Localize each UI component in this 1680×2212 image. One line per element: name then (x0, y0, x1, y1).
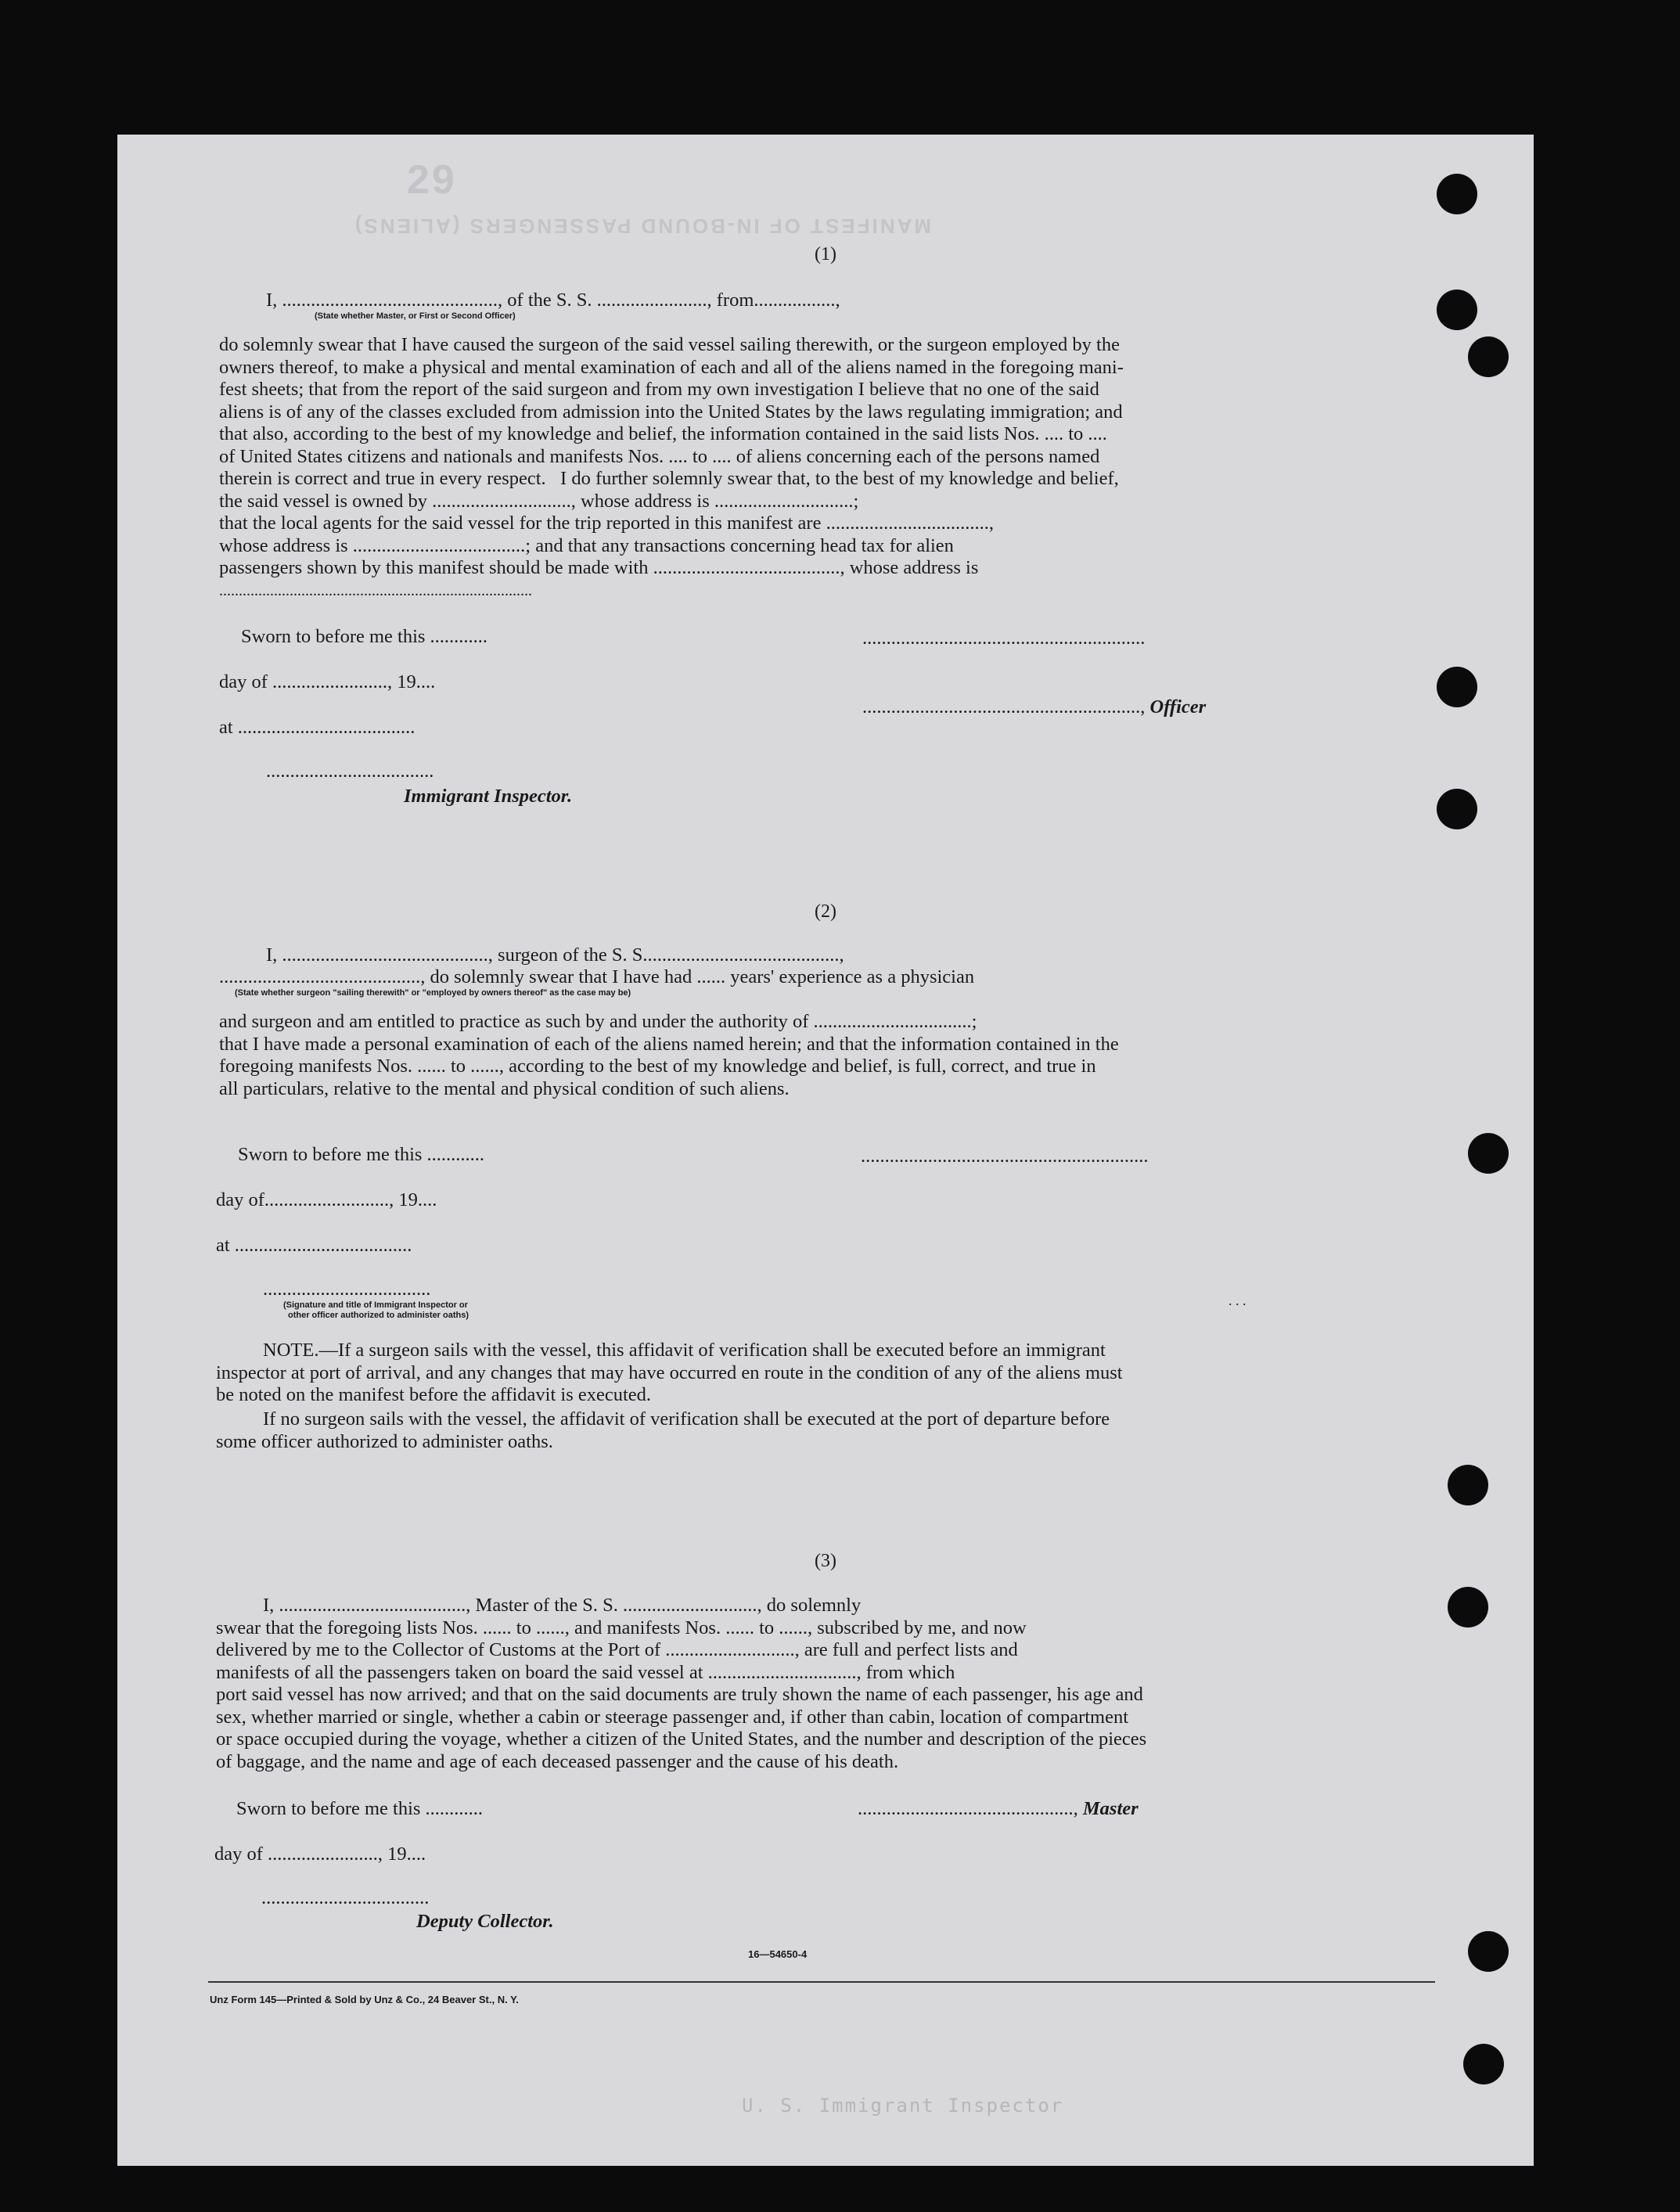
section-1-body-line: that also, according to the best of my knowledge and belief, the information contained in the said lists Nos. .... to .... (219, 423, 1107, 444)
section-1-officer-line-2 (862, 696, 1206, 718)
section-2-surgeon-caption: (State whether surgeon "sailing therewith" or "employed by owners thereof" as the case may be) (235, 988, 631, 998)
section-1-signature-line: ................................... (266, 761, 434, 782)
section-1-body-line: therein is correct and true in every respect. I do further solemnly swear that, to the best of my knowledge and belief, (219, 468, 1119, 489)
section-3-body-line: or space occupied during the voyage, whether a citizen of the United States, and the number and description of the pieces (216, 1728, 1147, 1750)
section-3-body-line: of baggage, and the name and age of each deceased passenger and the cause of his death. (216, 1750, 899, 1772)
note-line: inspector at port of arrival, and any changes that may have occurred en route in the condition of any of the aliens must (216, 1361, 1123, 1383)
section-2-body-line: all particulars, relative to the mental and physical condition of such aliens. (219, 1077, 790, 1099)
note-line: If no surgeon sails with the vessel, the affidavit of verification shall be executed at the port of departure before (263, 1408, 1110, 1430)
printer-imprint: Unz Form 145—Printed & Sold by Unz & Co., 24 Beaver St., N. Y. (210, 1994, 519, 2005)
punch-hole (1448, 1465, 1488, 1505)
bleed-page-number: 29 (407, 157, 457, 203)
section-2-body-line: that I have made a personal examination of each of the aliens named herein; and that the information contained in the (219, 1033, 1119, 1055)
bleed-title: MANIFEST OF IN-BOUND PASSENGERS (ALIENS) (352, 214, 931, 238)
section-1-body-line: owners thereof, to make a physical and mental examination of each and all of the aliens named in the foregoing mani- (219, 356, 1124, 378)
punch-hole (1468, 336, 1509, 377)
section-2-signature-caption: other officer authorized to administer oaths) (288, 1311, 469, 1320)
punch-hole (1463, 2044, 1504, 2084)
bleed-stamp: U. S. Immigrant Inspector (742, 2095, 1064, 2117)
section-3-master-line (858, 1798, 1139, 1820)
section-2-signature-caption: (Signature and title of Immigrant Inspector or (283, 1300, 468, 1310)
section-2-body-line: foregoing manifests Nos. ...... to ......, according to the best of my knowledge and belief, is full, correct, and true in (219, 1056, 1096, 1077)
section-3-master-label: Master (1082, 1798, 1139, 1819)
section-1-first-line: I, ............................................., of the S. S. ......................., from................., (266, 290, 840, 311)
section-1-number: (1) (815, 244, 836, 264)
punch-hole (1437, 290, 1477, 330)
section-1-body-line: do solemnly swear that I have caused the surgeon of the said vessel sailing therewith, or the surgeon employed by the (219, 334, 1120, 355)
section-2-right-signature-line: ............................................................ (861, 1146, 1149, 1167)
section-1-body-line: whose address is ....................................; and that any transactions concerning head tax for alien (219, 534, 954, 556)
form-number: 16—54650-4 (748, 1948, 808, 1960)
section-1-officer-dots: .........................................................., (862, 696, 1150, 718)
section-2-first-line: I, ..........................................., surgeon of the S. S........................................., (266, 944, 844, 966)
document-page (117, 135, 1534, 2166)
section-2-body-line: and surgeon and am entitled to practice as such by and under the authority of .................................; (219, 1011, 977, 1032)
section-3-day: day of ......................., 19.... (214, 1843, 426, 1865)
section-1-day: day of ........................, 19.... (219, 671, 436, 692)
section-2-second-line: .........................................., do solemnly swear that I have had ...... years' experience as a physician (219, 966, 975, 987)
section-1-inspector-label: Immigrant Inspector. (404, 786, 573, 807)
section-1-officer-label: Officer (1149, 696, 1207, 718)
section-2-signature-line: ................................... (263, 1279, 431, 1300)
section-1-body-line: that the local agents for the said vessel for the trip reported in this manifest are .................................., (219, 513, 994, 534)
section-3-signature-line: ................................... (261, 1887, 430, 1908)
punch-hole (1437, 789, 1477, 829)
section-1-body-line: fest sheets; that from the report of the said surgeon and from my own investigation I believe that no one of the said (219, 379, 1099, 400)
punch-hole (1448, 1587, 1488, 1628)
section-1-body-line: of United States citizens and nationals and manifests Nos. .... to .... of aliens concerning each of the persons named (219, 445, 1100, 467)
section-1-body-line: passengers shown by this manifest should be made with ......................................., whose address is (219, 557, 979, 578)
section-3-sworn: Sworn to before me this ............ (236, 1798, 484, 1819)
section-3-master-dots: ............................................., (858, 1798, 1083, 1819)
section-1-sworn: Sworn to before me this ............ (241, 626, 488, 647)
punch-hole (1468, 1133, 1509, 1174)
section-1-officer-caption: (State whether Master, or First or Second Officer) (315, 311, 516, 321)
section-1-at: at ..................................... (219, 717, 416, 738)
section-3-collector-label: Deputy Collector. (416, 1911, 554, 1932)
section-1-body-line: aliens is of any of the classes excluded from admission into the United States by the laws regulating immigration; and (219, 401, 1123, 423)
section-3-body-line: sex, whether married or single, whether a cabin or steerage passenger and, if other than cabin, location of compartment (216, 1706, 1129, 1728)
section-3-body-line: port said vessel has now arrived; and that on the said documents are truly shown the name of each passenger, his age and (216, 1684, 1143, 1705)
section-2-sworn: Sworn to before me this ............ (238, 1144, 485, 1165)
section-2-number: (2) (815, 901, 836, 922)
section-2-day: day of.........................., 19.... (216, 1189, 437, 1210)
note-line: NOTE.—If a surgeon sails with the vessel, this affidavit of verification shall be executed before an immigrant (263, 1340, 1106, 1361)
punch-hole (1437, 667, 1477, 707)
section-3-number: (3) (815, 1551, 836, 1571)
footer-rule (208, 1981, 1435, 1983)
section-1-body-line: the said vessel is owned by ............................., whose address is .............................; (219, 490, 859, 512)
section-3-body-line: delivered by me to the Collector of Customs at the Port of ..........................., are full and perfect lists and (216, 1639, 1018, 1660)
section-3-body-line: I, ......................................., Master of the S. S. ............................, do solemnly (263, 1595, 862, 1616)
section-2-stray-dots: . . . (1229, 1293, 1247, 1308)
section-1-body-line: ................................................................................ (219, 581, 532, 599)
section-3-body-line: swear that the foregoing lists Nos. ...... to ......, and manifests Nos. ...... to ......, subscribed by me, and now (216, 1617, 1027, 1638)
section-2-at: at ..................................... (216, 1235, 412, 1256)
note-line: be noted on the manifest before the affidavit is executed. (216, 1384, 652, 1405)
section-1-officer-line-1: ........................................................... (862, 628, 1146, 649)
punch-hole (1468, 1931, 1509, 1972)
punch-hole (1437, 174, 1477, 214)
note-line: some officer authorized to administer oaths. (216, 1430, 553, 1452)
section-3-body-line: manifests of all the passengers taken on board the said vessel at ..............................., from which (216, 1661, 955, 1683)
